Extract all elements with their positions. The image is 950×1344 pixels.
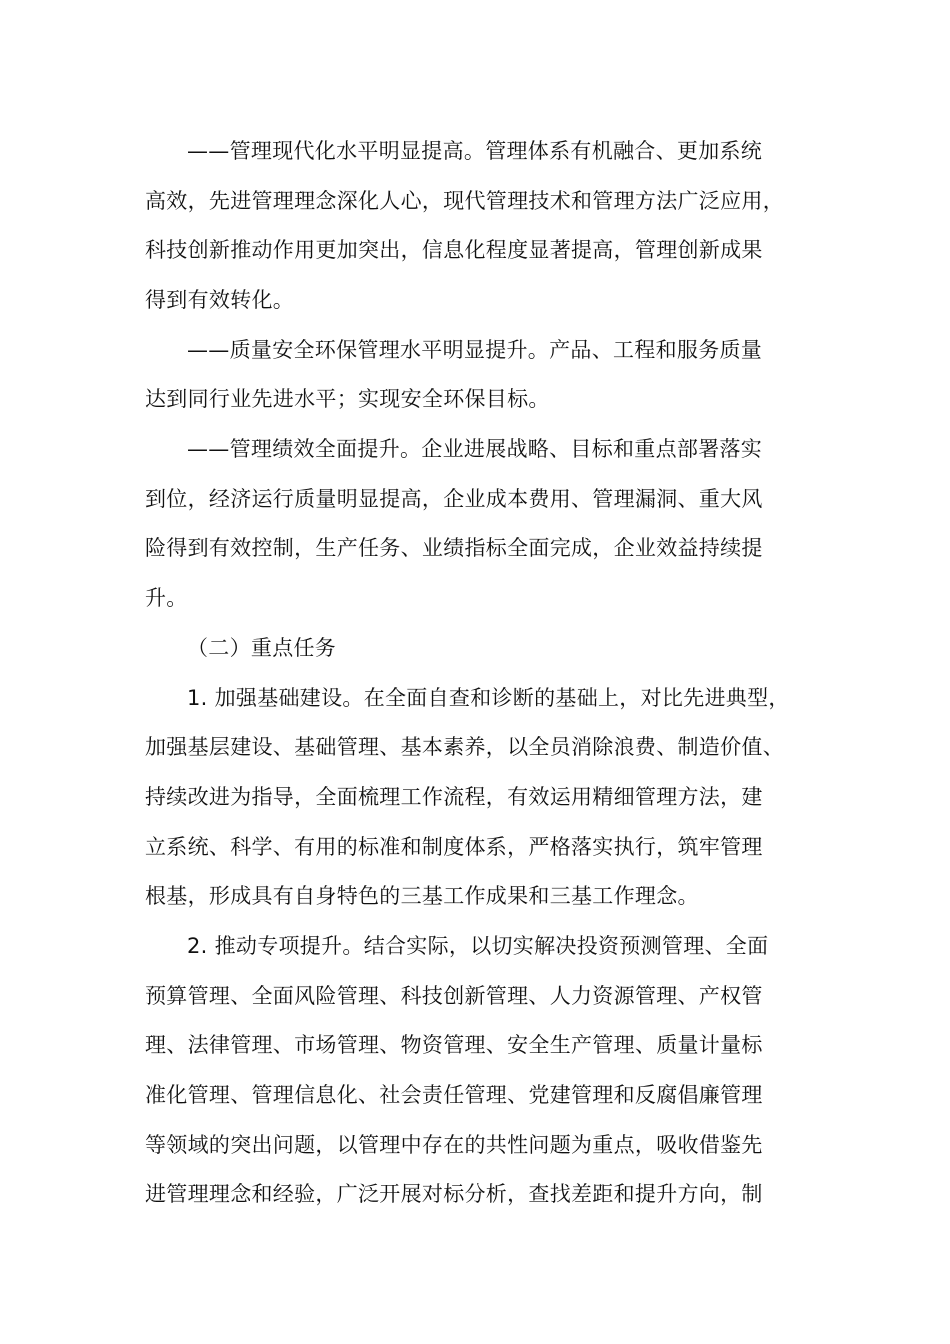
paragraph-line: 达到同行业先进水平；实现安全环保目标。: [145, 387, 550, 411]
paragraph-line: 2. 推动专项提升。结合实际，以切实解决投资预测管理、全面: [187, 934, 769, 958]
paragraph-line: 高效，先进管理理念深化人心，现代管理技术和管理方法广泛应用，: [145, 189, 784, 213]
paragraph-line: 科技创新推动作用更加突出，信息化程度显著提高，管理创新成果: [145, 238, 763, 262]
paragraph-line: 根基，形成具有自身特色的三基工作成果和三基工作理念。: [145, 884, 699, 908]
section-heading: （二）重点任务: [187, 636, 337, 660]
paragraph-line: 1. 加强基础建设。在全面自查和诊断的基础上，对比先进典型，: [187, 686, 790, 710]
paragraph-line: 准化管理、管理信息化、社会责任管理、党建管理和反腐倡廉管理: [145, 1083, 763, 1107]
paragraph-line: 预算管理、全面风险管理、科技创新管理、人力资源管理、产权管: [145, 984, 763, 1008]
paragraph-line: ——管理绩效全面提升。企业进展战略、目标和重点部署落实: [187, 437, 763, 461]
paragraph-line: 等领域的突出问题，以管理中存在的共性问题为重点，吸收借鉴先: [145, 1133, 763, 1157]
paragraph-line: ——管理现代化水平明显提高。管理体系有机融合、更加系统: [187, 139, 763, 163]
paragraph-line: 加强基层建设、基础管理、基本素养，以全员消除浪费、制造价值、: [145, 735, 784, 759]
paragraph-line: ——质量安全环保管理水平明显提升。产品、工程和服务质量: [187, 338, 763, 362]
paragraph-line: 理、法律管理、市场管理、物资管理、安全生产管理、质量计量标: [145, 1033, 763, 1057]
paragraph-line: 到位，经济运行质量明显提高，企业成本费用、管理漏洞、重大风: [145, 487, 763, 511]
paragraph-line: 持续改进为指导，全面梳理工作流程，有效运用精细管理方法，建: [145, 785, 763, 809]
paragraph-line: 险得到有效控制，生产任务、业绩指标全面完成，企业效益持续提: [145, 536, 763, 560]
paragraph-line: 得到有效转化。: [145, 288, 295, 312]
paragraph-line: 进管理理念和经验，广泛开展对标分析，查找差距和提升方向，制: [145, 1182, 763, 1206]
paragraph-line: 立系统、科学、有用的标准和制度体系，严格落实执行，筑牢管理: [145, 835, 763, 859]
paragraph-line: 升。: [145, 586, 188, 610]
